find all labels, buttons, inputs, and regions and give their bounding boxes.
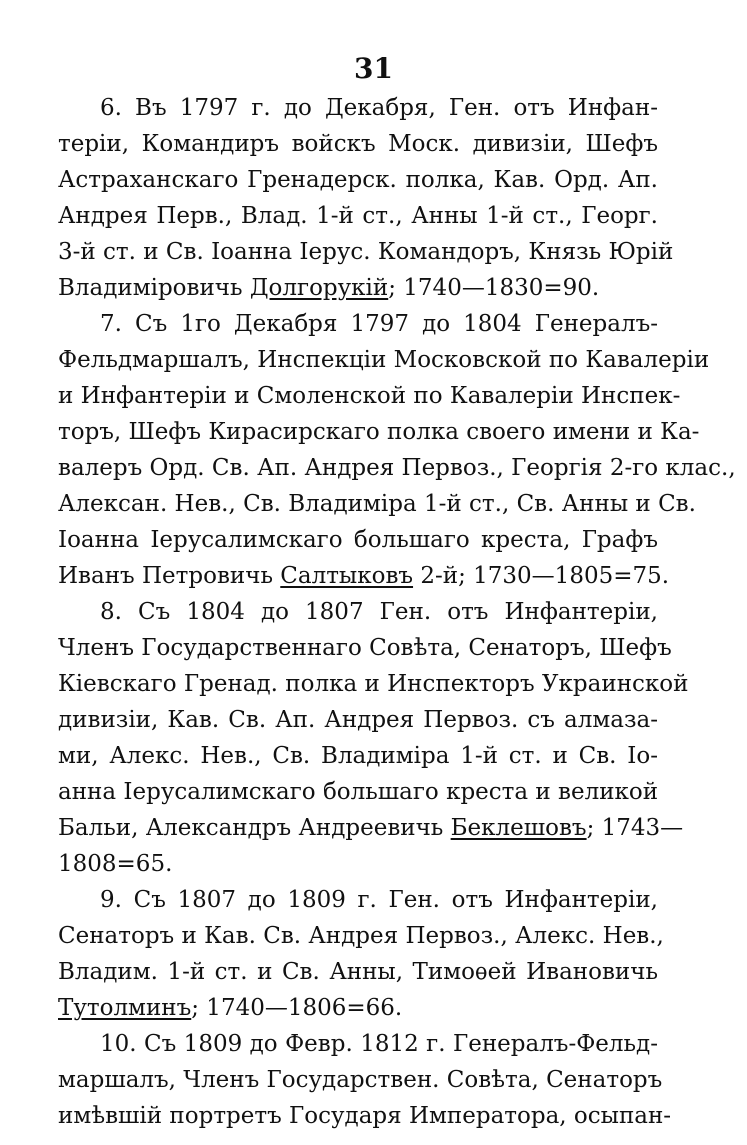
line-text: Іоанна Іерусалимскаго большаго креста, Графъ [58, 527, 658, 553]
entry-paragraph-7 [58, 306, 736, 594]
line-text: ми, Алекс. Нев., Св. Владиміра 1-й ст. и Св. Іо- [58, 743, 658, 769]
line-text: Сенаторъ и Кав. Св. Андрея Первоз., Алекс. Нев., [58, 923, 664, 949]
person-surname: Долгорукій [249, 275, 389, 301]
text-line [58, 558, 670, 594]
text-line [58, 1098, 672, 1134]
text-line [58, 1026, 658, 1062]
line-text: Астраханскаго Гренадерск. полка, Кав. Орд. Ап. [58, 167, 658, 193]
text-line [58, 774, 658, 810]
text-line [58, 486, 696, 522]
line-text: дивизіи, Кав. Св. Ап. Андрея Первоз. съ алмаза- [58, 707, 658, 733]
text-line [58, 450, 736, 486]
line-text: 3-й ст. и Св. Іоанна Іерус. Командоръ, Князь Юрій [58, 239, 674, 265]
page-number: 31 [354, 52, 393, 85]
person-surname: Салтыковъ [280, 563, 414, 589]
entry-paragraph-9 [58, 882, 664, 1026]
text-line [58, 414, 700, 450]
text-line [58, 342, 710, 378]
entry-paragraph-8 [58, 594, 689, 882]
text-line [58, 702, 658, 738]
line-text: 9. Съ 1807 до 1809 г. Ген. отъ Инфантеріи, [100, 887, 658, 913]
line-text: Членъ Государственнаго Совѣта, Сенаторъ, Шефъ [58, 635, 672, 661]
line-text: 7. Съ 1го Декабря 1797 до 1804 Генералъ- [100, 311, 658, 337]
text-line [58, 378, 681, 414]
text-line [58, 90, 658, 126]
line-text: ; 1740—1806=66. [191, 995, 403, 1021]
line-text: Владим. 1-й ст. и Св. Анны, Тимоѳей Ивановичь [58, 959, 658, 985]
person-surname: Тутолминъ [58, 995, 192, 1021]
line-text: Кіевскаго Гренад. полка и Инспекторъ Украинской [58, 671, 689, 697]
line-text: торъ, Шефъ Кирасирскаго полка своего имени и Ка- [58, 419, 700, 445]
line-text: Владиміровичь [58, 275, 250, 301]
person-surname: Беклешовъ [450, 815, 587, 841]
text-line [58, 630, 672, 666]
line-text: 1808=65. [58, 851, 173, 877]
line-text: 10. Съ 1809 до Февр. 1812 г. Генералъ-Фельд- [100, 1031, 658, 1057]
text-line [58, 522, 658, 558]
text-line [58, 882, 658, 918]
line-text: Фельдмаршалъ, Инспекціи Московской по Кавалеріи [58, 347, 710, 373]
text-line [58, 810, 684, 846]
line-text: имѣвшій портретъ Государя Императора, осыпан- [58, 1103, 672, 1129]
entry-paragraph-10 [58, 1026, 672, 1134]
line-text: Алексан. Нев., Св. Владиміра 1-й ст., Св. Анны и Св. [58, 491, 696, 517]
text-line [58, 594, 658, 630]
text-line [58, 306, 658, 342]
line-text: ; 1740—1830=90. [388, 275, 600, 301]
text-line [58, 234, 674, 270]
line-text: 8. Съ 1804 до 1807 Ген. отъ Инфантеріи, [100, 599, 658, 625]
text-line [58, 990, 658, 1026]
text-line [58, 270, 658, 306]
line-text: Иванъ Петровичь [58, 563, 281, 589]
text-line [58, 954, 658, 990]
text-line [58, 126, 658, 162]
line-text: 6. Въ 1797 г. до Декабря, Ген. отъ Инфан- [100, 95, 658, 121]
line-text: анна Іерусалимскаго большаго креста и великой [58, 779, 659, 805]
text-line [58, 918, 664, 954]
text-line [58, 162, 658, 198]
line-text: теріи, Командиръ войскъ Моск. дивизіи, Шефъ [58, 131, 658, 157]
text-line [58, 846, 658, 882]
text-line [58, 198, 658, 234]
text-body [58, 90, 736, 1134]
text-line [58, 666, 689, 702]
entry-paragraph-6 [58, 90, 674, 306]
line-text: Бальи, Александръ Андреевичь [58, 815, 451, 841]
line-text: и Инфантеріи и Смоленской по Кавалеріи Инспек- [58, 383, 681, 409]
line-text: ; 1743— [586, 815, 684, 841]
line-text: Андрея Перв., Влад. 1-й ст., Анны 1-й ст., Георг. [58, 203, 658, 229]
line-text: 2-й; 1730—1805=75. [413, 563, 670, 589]
text-line [58, 1062, 663, 1098]
line-text: валеръ Орд. Св. Ап. Андрея Первоз., Георгія 2-го клас., [58, 455, 736, 481]
line-text: маршалъ, Членъ Государствен. Совѣта, Сенаторъ [58, 1067, 663, 1093]
text-line [58, 738, 658, 774]
